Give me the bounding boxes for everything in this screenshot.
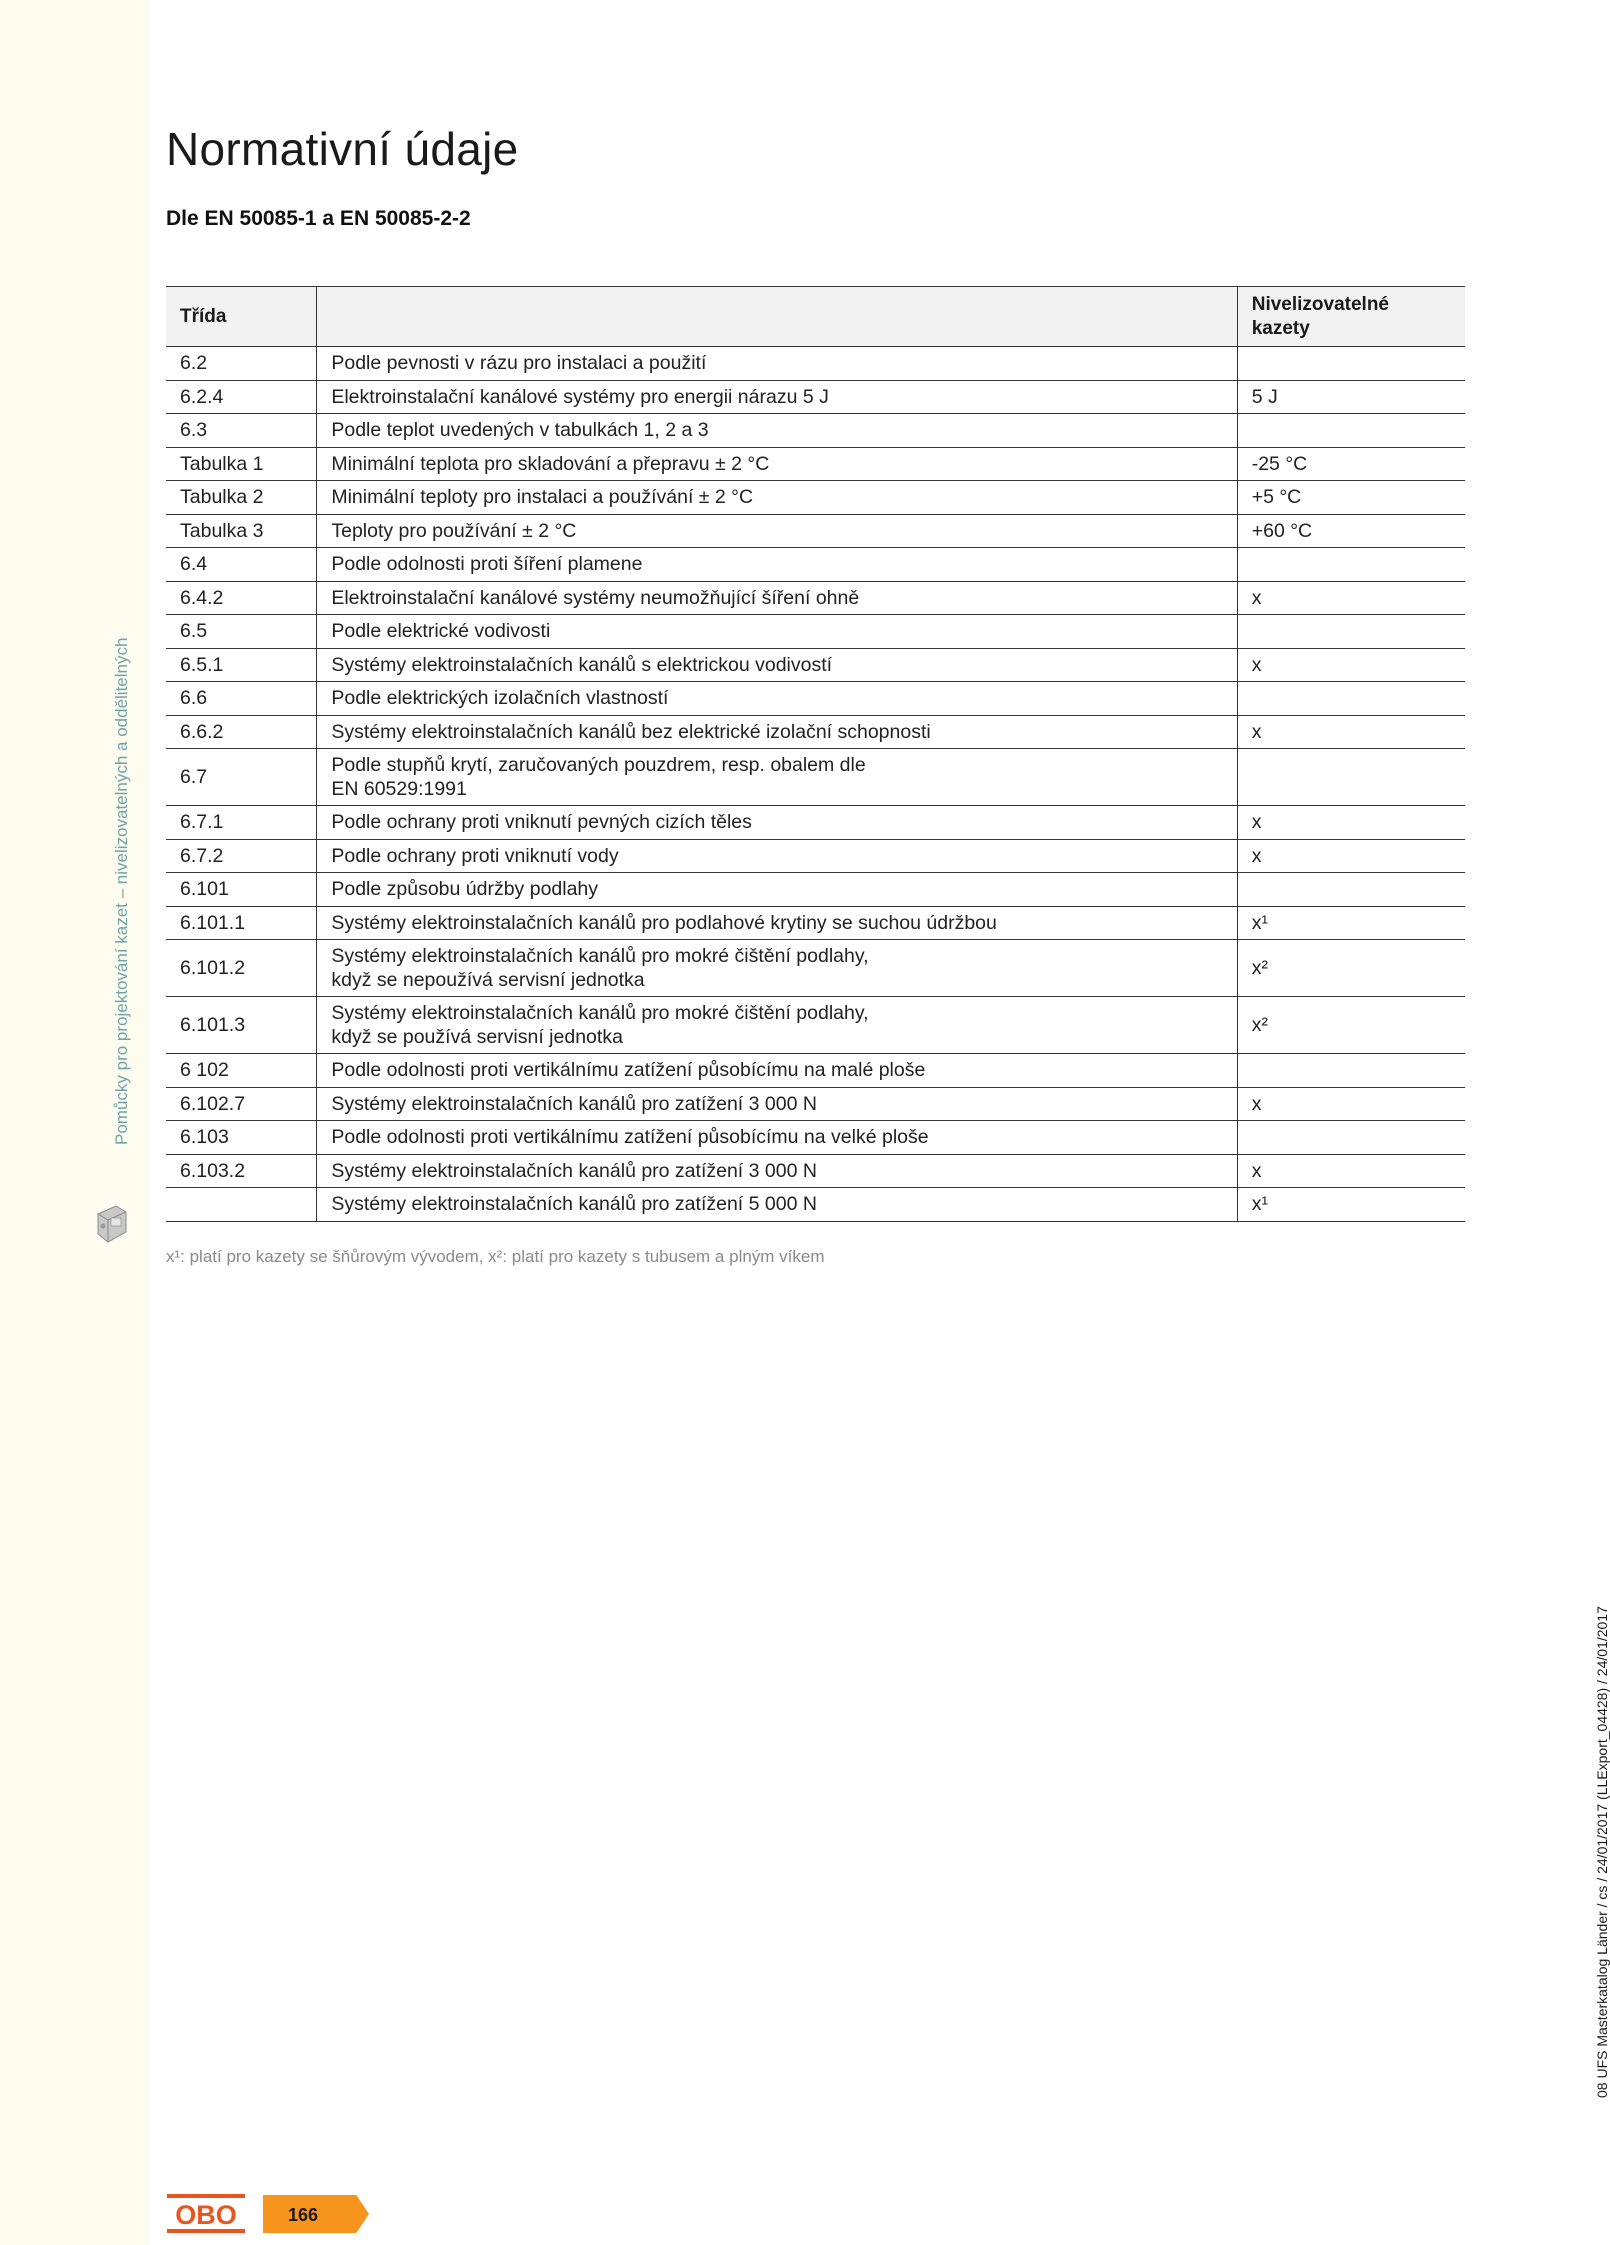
table-row <box>166 648 1465 682</box>
cell-class: 6.7 <box>166 749 317 806</box>
cell-value: x² <box>1237 997 1465 1054</box>
table-row <box>166 514 1465 548</box>
cell-description: Systémy elektroinstalačních kanálů pro mokré čištění podlahy, když se používá servisní jednotka <box>317 997 1237 1054</box>
cell-class: Tabulka 1 <box>166 447 317 481</box>
cell-description: Podle odolnosti proti vertikálnímu zatížení působícímu na malé ploše <box>317 1054 1237 1088</box>
cell-description: Podle elektrických izolačních vlastností <box>317 682 1237 716</box>
cell-description: Podle stupňů krytí, zaručovaných pouzdrem, resp. obalem dle EN 60529:1991 <box>317 749 1237 806</box>
cell-description: Systémy elektroinstalačních kanálů bez elektrické izolační schopnosti <box>317 715 1237 749</box>
table-row <box>166 347 1465 381</box>
cell-description: Systémy elektroinstalačních kanálů s elektrickou vodivostí <box>317 648 1237 682</box>
cell-value: x¹ <box>1237 906 1465 940</box>
table-row <box>166 447 1465 481</box>
table-row <box>166 940 1465 997</box>
cell-value: -25 °C <box>1237 447 1465 481</box>
sidebar-section-title: Pomůcky pro projektování kazet – nivelizovatelných a oddělitelných <box>112 637 131 1145</box>
print-meta: 08 UFS Masterkatalog Länder / cs / 24/01/2017 (LLExport_04428) / 24/01/2017 <box>1594 1606 1610 2098</box>
cell-description: Podle pevnosti v rázu pro instalaci a použití <box>317 347 1237 381</box>
cell-class: 6.6 <box>166 682 317 716</box>
cell-description: Elektroinstalační kanálové systémy pro energii nárazu 5 J <box>317 380 1237 414</box>
cell-value: x <box>1237 806 1465 840</box>
cell-class: 6.101.3 <box>166 997 317 1054</box>
table-row <box>166 1087 1465 1121</box>
cell-class: Tabulka 3 <box>166 514 317 548</box>
cell-description: Teploty pro používání ± 2 °C <box>317 514 1237 548</box>
page-title: Normativní údaje <box>166 123 519 175</box>
cell-class: 6.3 <box>166 414 317 448</box>
cell-description: Podle odolnosti proti vertikálnímu zatížení působícímu na velké ploše <box>317 1121 1237 1155</box>
cell-value: +5 °C <box>1237 481 1465 515</box>
cell-value: x <box>1237 839 1465 873</box>
cell-class: 6.103 <box>166 1121 317 1155</box>
cell-description: Minimální teploty pro instalaci a používání ± 2 °C <box>317 481 1237 515</box>
obo-logo-text: OBO <box>175 2200 237 2230</box>
cell-description: Elektroinstalační kanálové systémy neumožňující šíření ohně <box>317 581 1237 615</box>
table-row <box>166 682 1465 716</box>
table-row <box>166 997 1465 1054</box>
cell-description: Systémy elektroinstalačních kanálů pro zatížení 5 000 N <box>317 1188 1237 1222</box>
cell-value <box>1237 1121 1465 1155</box>
cell-class <box>166 1188 317 1222</box>
table-row <box>166 1154 1465 1188</box>
cell-class: 6.101.2 <box>166 940 317 997</box>
table-row <box>166 481 1465 515</box>
cell-description: Podle odolnosti proti šíření plamene <box>317 548 1237 582</box>
cell-value: x <box>1237 581 1465 615</box>
page-number: 166 <box>288 2205 319 2225</box>
cell-class: 6.102.7 <box>166 1087 317 1121</box>
table-row <box>166 380 1465 414</box>
cell-description: Systémy elektroinstalačních kanálů pro zatížení 3 000 N <box>317 1154 1237 1188</box>
cell-value <box>1237 749 1465 806</box>
cell-description: Systémy elektroinstalačních kanálů pro mokré čištění podlahy, když se nepoužívá servisní jednotka <box>317 940 1237 997</box>
cell-value <box>1237 615 1465 649</box>
cell-class: 6.103.2 <box>166 1154 317 1188</box>
table-row <box>166 1188 1465 1222</box>
table-row <box>166 906 1465 940</box>
cell-description: Systémy elektroinstalačních kanálů pro zatížení 3 000 N <box>317 1087 1237 1121</box>
cell-class: 6 102 <box>166 1054 317 1088</box>
table-row <box>166 548 1465 582</box>
cell-class: 6.5.1 <box>166 648 317 682</box>
table-row <box>166 873 1465 907</box>
page-subtitle: Dle EN 50085-1 a EN 50085-2-2 <box>166 207 471 230</box>
cell-value: x <box>1237 715 1465 749</box>
cell-value <box>1237 1054 1465 1088</box>
cell-value: +60 °C <box>1237 514 1465 548</box>
norm-table <box>166 286 1465 1222</box>
cell-description: Minimální teplota pro skladování a přepravu ± 2 °C <box>317 447 1237 481</box>
cell-class: 6.4.2 <box>166 581 317 615</box>
cell-value <box>1237 548 1465 582</box>
obo-logo <box>166 2193 246 2235</box>
cell-value <box>1237 682 1465 716</box>
cell-value <box>1237 414 1465 448</box>
cell-description: Systémy elektroinstalačních kanálů pro podlahové krytiny se suchou údržbou <box>317 906 1237 940</box>
table-header-row <box>166 287 1465 347</box>
table-row <box>166 1121 1465 1155</box>
cell-class: 6.6.2 <box>166 715 317 749</box>
cell-value: 5 J <box>1237 380 1465 414</box>
table-row <box>166 581 1465 615</box>
cell-description: Podle elektrické vodivosti <box>317 615 1237 649</box>
cell-description: Podle teplot uvedených v tabulkách 1, 2 a 3 <box>317 414 1237 448</box>
table-row <box>166 414 1465 448</box>
cell-class: 6.101 <box>166 873 317 907</box>
table-row <box>166 749 1465 806</box>
cell-class: 6.5 <box>166 615 317 649</box>
cell-class: Tabulka 2 <box>166 481 317 515</box>
cell-value: x <box>1237 1154 1465 1188</box>
column-header-description <box>317 287 1237 347</box>
floor-box-icon <box>92 1200 130 1246</box>
table-row <box>166 806 1465 840</box>
table-row <box>166 615 1465 649</box>
cell-value: x² <box>1237 940 1465 997</box>
column-header-level-boxes: Nivelizovatelné kazety <box>1237 287 1465 347</box>
cell-class: 6.7.1 <box>166 806 317 840</box>
table-row <box>166 1054 1465 1088</box>
cell-description: Podle ochrany proti vniknutí pevných cizích těles <box>317 806 1237 840</box>
cell-value: x¹ <box>1237 1188 1465 1222</box>
cell-value <box>1237 347 1465 381</box>
cell-class: 6.2 <box>166 347 317 381</box>
table-footnote: x¹: platí pro kazety se šňůrovým vývodem, x²: platí pro kazety s tubusem a plným víkem <box>166 1247 825 1266</box>
cell-description: Podle způsobu údržby podlahy <box>317 873 1237 907</box>
column-header-class: Třída <box>166 287 317 347</box>
cell-class: 6.2.4 <box>166 380 317 414</box>
cell-class: 6.101.1 <box>166 906 317 940</box>
cell-value <box>1237 873 1465 907</box>
table-row <box>166 715 1465 749</box>
cell-value: x <box>1237 648 1465 682</box>
cell-class: 6.4 <box>166 548 317 582</box>
cell-class: 6.7.2 <box>166 839 317 873</box>
cell-description: Podle ochrany proti vniknutí vody <box>317 839 1237 873</box>
table-row <box>166 839 1465 873</box>
cell-value: x <box>1237 1087 1465 1121</box>
